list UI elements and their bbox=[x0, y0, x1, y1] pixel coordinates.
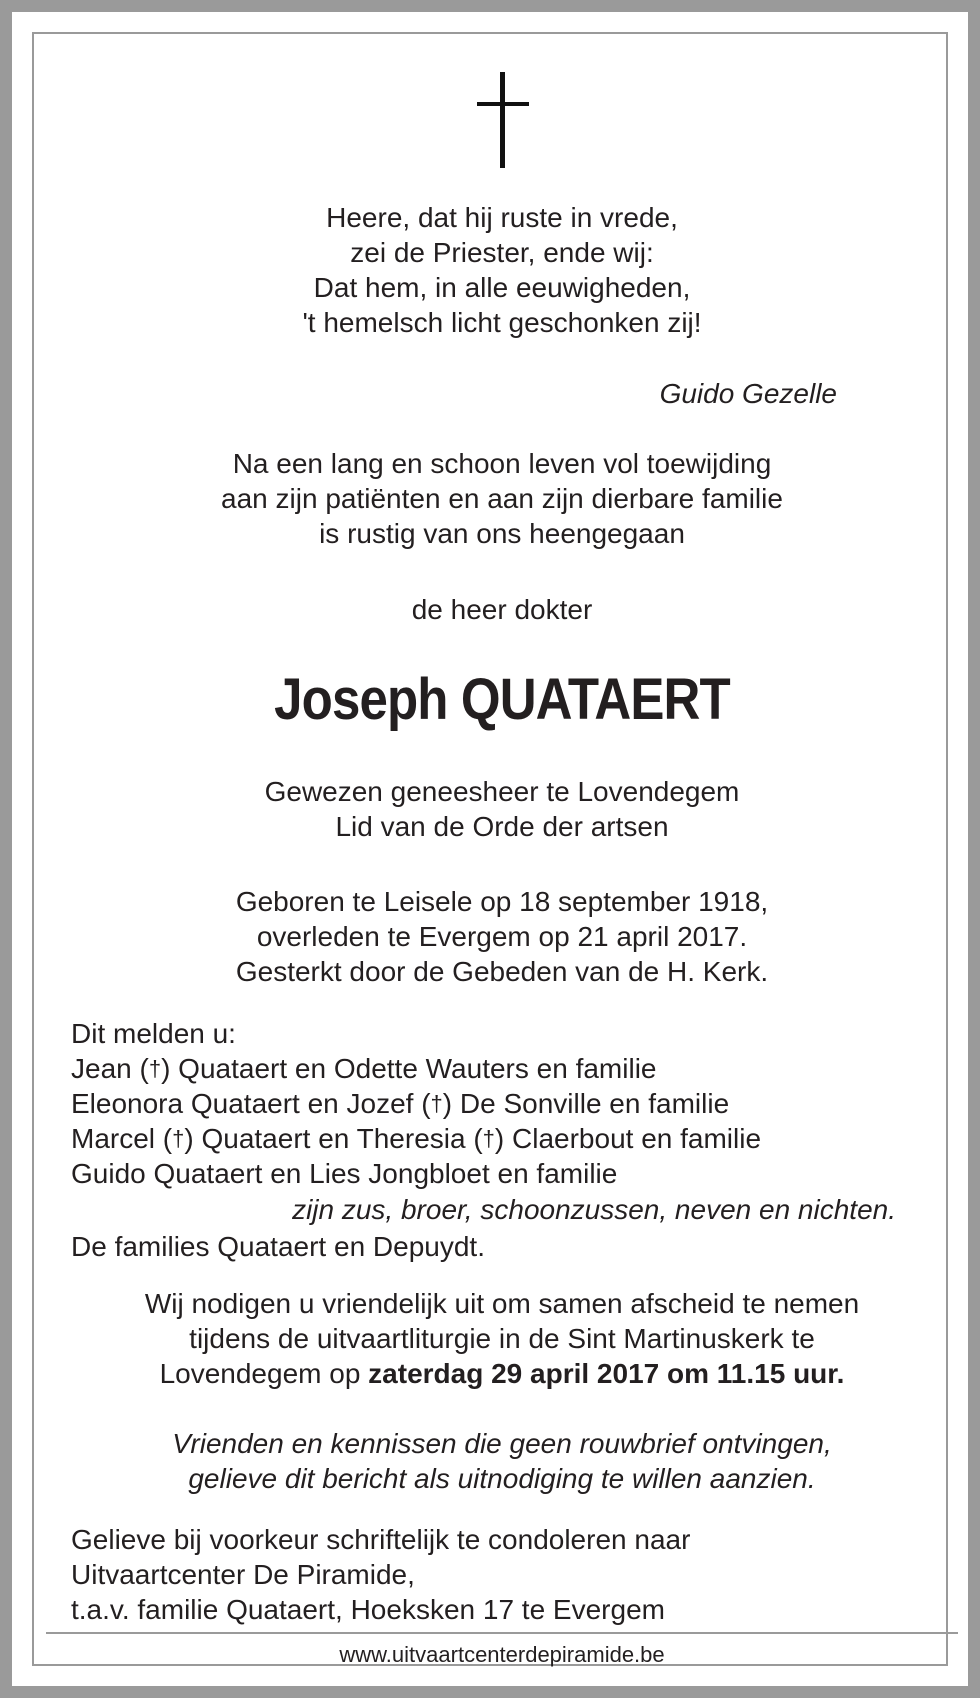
announcers bbox=[71, 1016, 761, 1191]
poem-line: zei de Priester, ende wij: bbox=[350, 237, 654, 268]
poem bbox=[12, 200, 980, 340]
role-line: Lid van de Orde der artsen bbox=[335, 811, 669, 842]
families: De families Quataert en Depuydt. bbox=[71, 1231, 485, 1262]
cross-icon bbox=[474, 72, 534, 172]
announcers-heading: Dit melden u: bbox=[71, 1018, 236, 1049]
invitation-line: Wij nodigen u vriendelijk uit om samen afscheid te nemen bbox=[144, 1288, 860, 1319]
notice-line: gelieve dit bericht als uitnodiging te willen aanzien. bbox=[188, 1463, 816, 1494]
role-line: Gewezen geneesheer te Lovendegem bbox=[264, 776, 740, 807]
dates-line: overleden te Evergem op 21 april 2017. bbox=[256, 921, 748, 952]
intro bbox=[12, 446, 980, 551]
intro-line: aan zijn patiënten en aan zijn dierbare familie bbox=[221, 483, 783, 514]
deceased-roles bbox=[12, 774, 980, 844]
intro-line: is rustig van ons heengegaan bbox=[319, 518, 685, 549]
announcer-line: Jean (†) Quataert en Odette Wauters en familie bbox=[71, 1053, 657, 1084]
poem-author: Guido Gezelle bbox=[659, 378, 837, 409]
poem-line: 't hemelsch licht geschonken zij! bbox=[302, 307, 702, 338]
poem-line: Heere, dat hij ruste in vrede, bbox=[326, 202, 678, 233]
condolence-line: Uitvaartcenter De Piramide, bbox=[71, 1559, 415, 1590]
dagger-icon: † bbox=[148, 1056, 162, 1081]
condolence-line: t.a.v. familie Quataert, Hoeksken 17 te Evergem bbox=[71, 1594, 665, 1625]
title-prefix: de heer dokter bbox=[411, 594, 593, 625]
dagger-icon: † bbox=[430, 1091, 443, 1116]
announcer-line: Marcel (†) Quataert en Theresia (†) Claerbout en familie bbox=[71, 1123, 762, 1154]
poem-line: Dat hem, in alle eeuwigheden, bbox=[313, 272, 691, 303]
intro-line: Na een lang en schoon leven vol toewijding bbox=[232, 448, 772, 479]
invitation-line: tijdens de uitvaartliturgie in de Sint Martinuskerk te bbox=[189, 1323, 815, 1354]
footer-divider bbox=[46, 1632, 958, 1634]
announcer-line: Eleonora Quataert en Jozef (†) De Sonville en familie bbox=[71, 1088, 730, 1119]
dates-line: Gesterkt door de Gebeden van de H. Kerk. bbox=[235, 956, 769, 987]
dagger-icon: † bbox=[172, 1126, 185, 1151]
announcers-role: zijn zus, broer, schoonzussen, neven en nichten. bbox=[292, 1194, 896, 1225]
invitation bbox=[12, 1286, 980, 1391]
deceased-name: Joseph QUATAERT bbox=[274, 667, 730, 732]
dates-line: Geboren te Leisele op 18 september 1918, bbox=[235, 886, 769, 917]
dagger-icon: † bbox=[482, 1126, 495, 1151]
condolence-line: Gelieve bij voorkeur schriftelijk te condoleren naar bbox=[71, 1524, 691, 1555]
funeral-datetime: zaterdag 29 april 2017 om 11.15 uur. bbox=[368, 1358, 845, 1389]
condolences bbox=[71, 1522, 690, 1627]
deceased-dates bbox=[12, 884, 980, 989]
website-link[interactable]: www.uitvaartcenterdepiramide.be bbox=[339, 1642, 665, 1667]
notice bbox=[12, 1426, 980, 1496]
announcer-line: Guido Quataert en Lies Jongbloet en familie bbox=[71, 1158, 618, 1189]
invitation-line: Lovendegem op zaterdag 29 april 2017 om 11.15 uur. bbox=[159, 1358, 845, 1389]
notice-line: Vrienden en kennissen die geen rouwbrief ontvingen, bbox=[172, 1428, 832, 1459]
